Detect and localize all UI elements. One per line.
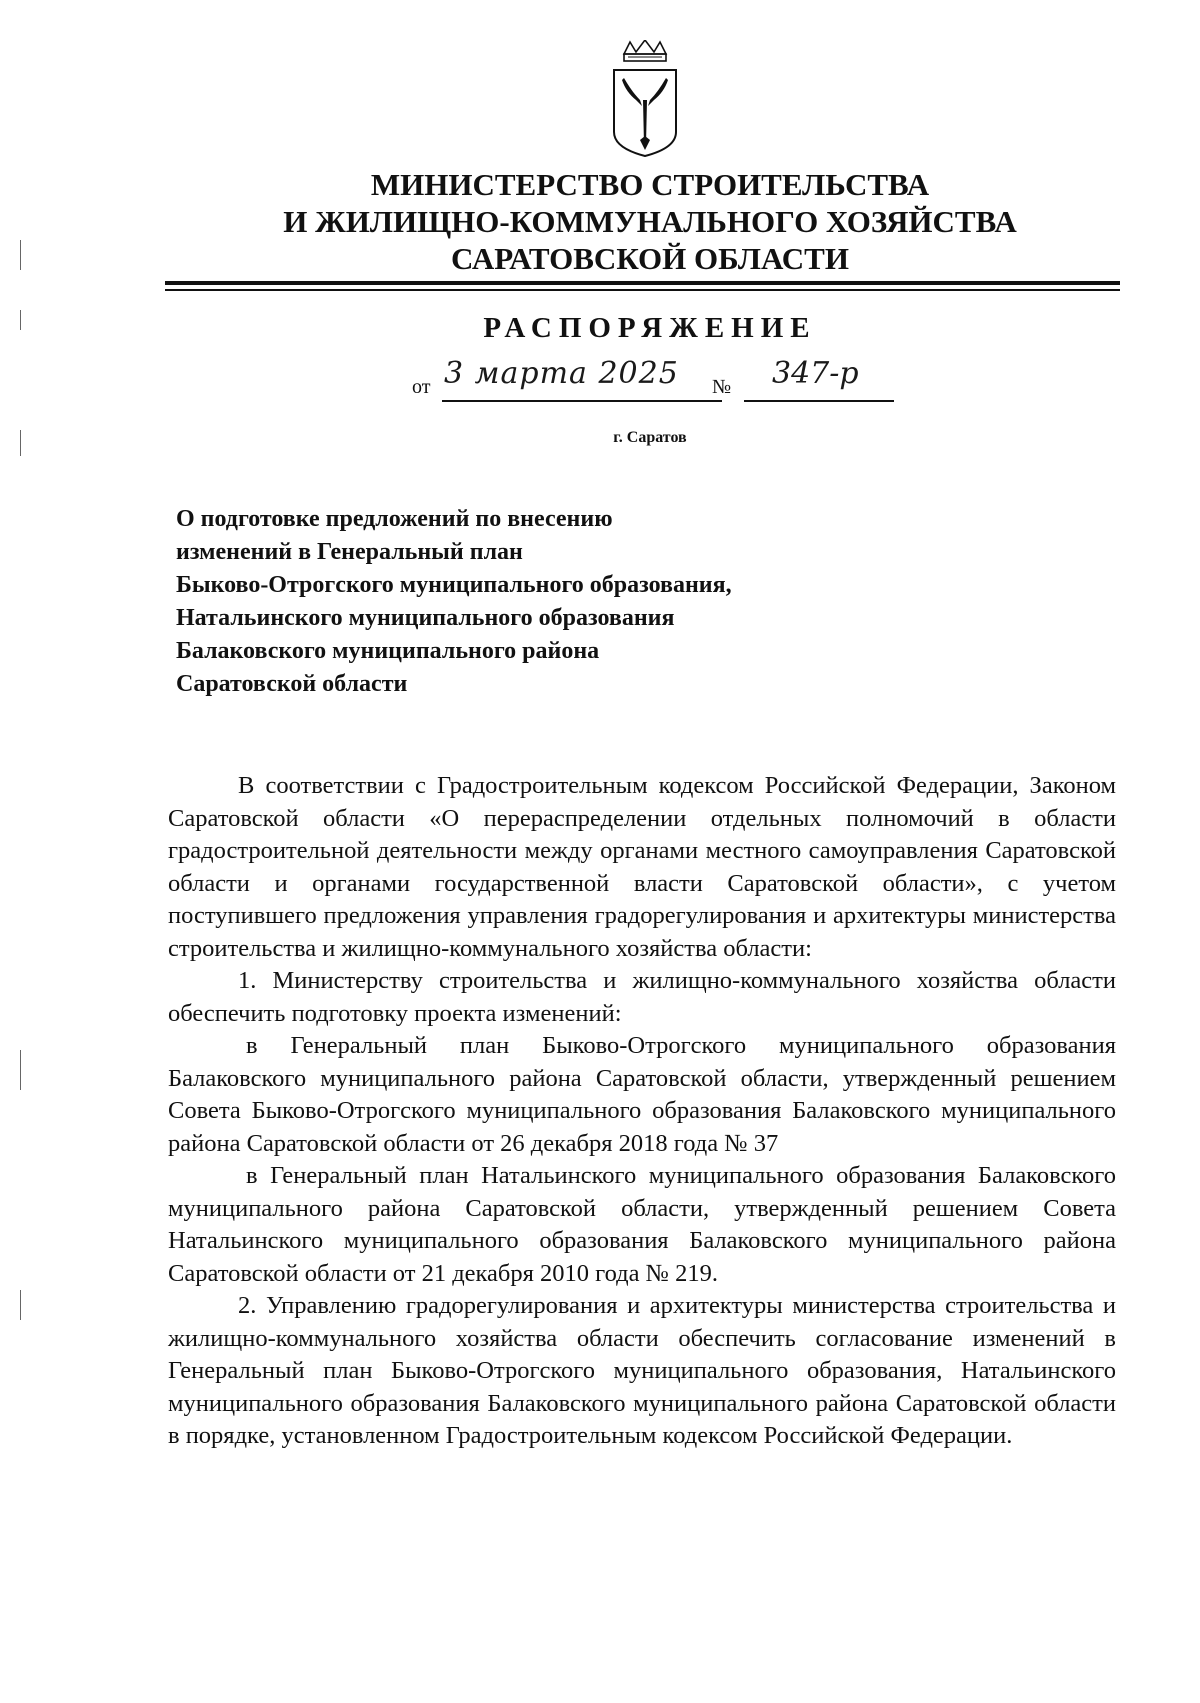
subject-line: Натальинского муниципального образования bbox=[176, 605, 675, 631]
number-label: № bbox=[712, 376, 732, 398]
body-paragraph: в Генеральный план Натальинского муниципального образования Балаковского муниципального района Саратовской области, утвержденный решением Совета Натальинского муниципального образования Балаковского муниципального района Саратовской области от 21 декабря 2010 года № 219. bbox=[168, 1162, 1116, 1287]
header-divider-thin bbox=[165, 289, 1120, 291]
body-paragraph: 2. Управлению градорегулирования и архитектуры министерства строительства и жилищно-коммунального хозяйства области обеспечить согласование изменений в Генеральный план Быково-Отрогского муниципального образования, Натальинского муниципального образования Балаковского муниципального района Саратовской области в порядке, установленном Градостроительным кодексом Российской Федерации. bbox=[168, 1292, 1116, 1449]
number-underline bbox=[744, 400, 894, 402]
date-underline bbox=[442, 400, 722, 402]
handwritten-date: 3 марта 2025 bbox=[444, 356, 679, 391]
ministry-name bbox=[150, 166, 1150, 277]
city: г. Саратов bbox=[613, 429, 687, 446]
coat-of-arms-icon bbox=[610, 40, 680, 160]
ministry-line: МИНИСТЕРСТВО СТРОИТЕЛЬСТВА bbox=[370, 167, 930, 202]
document-subject bbox=[176, 503, 732, 701]
document-type: РАСПОРЯЖЕНИЕ bbox=[483, 312, 817, 344]
date-number-line bbox=[412, 356, 912, 406]
header-divider bbox=[165, 281, 1120, 285]
ministry-line: И ЖИЛИЩНО-КОММУНАЛЬНОГО ХОЗЯЙСТВА bbox=[283, 204, 1017, 239]
subject-line: изменений в Генеральный план bbox=[176, 539, 523, 565]
date-prefix: от bbox=[412, 376, 431, 398]
body-paragraph: В соответствии с Градостроительным кодексом Российской Федерации, Законом Саратовской области «О перераспределении отдельных полномочий в области градостроительной деятельности между органами местного самоуправления Саратовской области и органами государственной власти Саратовской области», с учетом поступившего предложения управления градорегулирования и архитектуры министерства строительства и жилищно-коммунального хозяйства области: bbox=[168, 772, 1116, 962]
body-paragraph: в Генеральный план Быково-Отрогского муниципального образования Балаковского муниципального района Саратовской области, утвержденный решением Совета Быково-Отрогского муниципального образования Балаковского муниципального района Саратовской области от 26 декабря 2018 года № 37 bbox=[168, 1032, 1116, 1157]
ministry-line: САРАТОВСКОЙ ОБЛАСТИ bbox=[451, 241, 849, 276]
subject-line: О подготовке предложений по внесению bbox=[176, 506, 613, 532]
subject-line: Быково-Отрогского муниципального образования, bbox=[176, 572, 732, 598]
subject-line: Балаковского муниципального района bbox=[176, 638, 600, 664]
handwritten-number: 347-р bbox=[772, 356, 859, 391]
subject-line: Саратовской области bbox=[176, 671, 408, 697]
body-paragraph: 1. Министерству строительства и жилищно-коммунального хозяйства области обеспечить подготовку проекта изменений: bbox=[168, 967, 1116, 1027]
document-body bbox=[168, 770, 1116, 1453]
